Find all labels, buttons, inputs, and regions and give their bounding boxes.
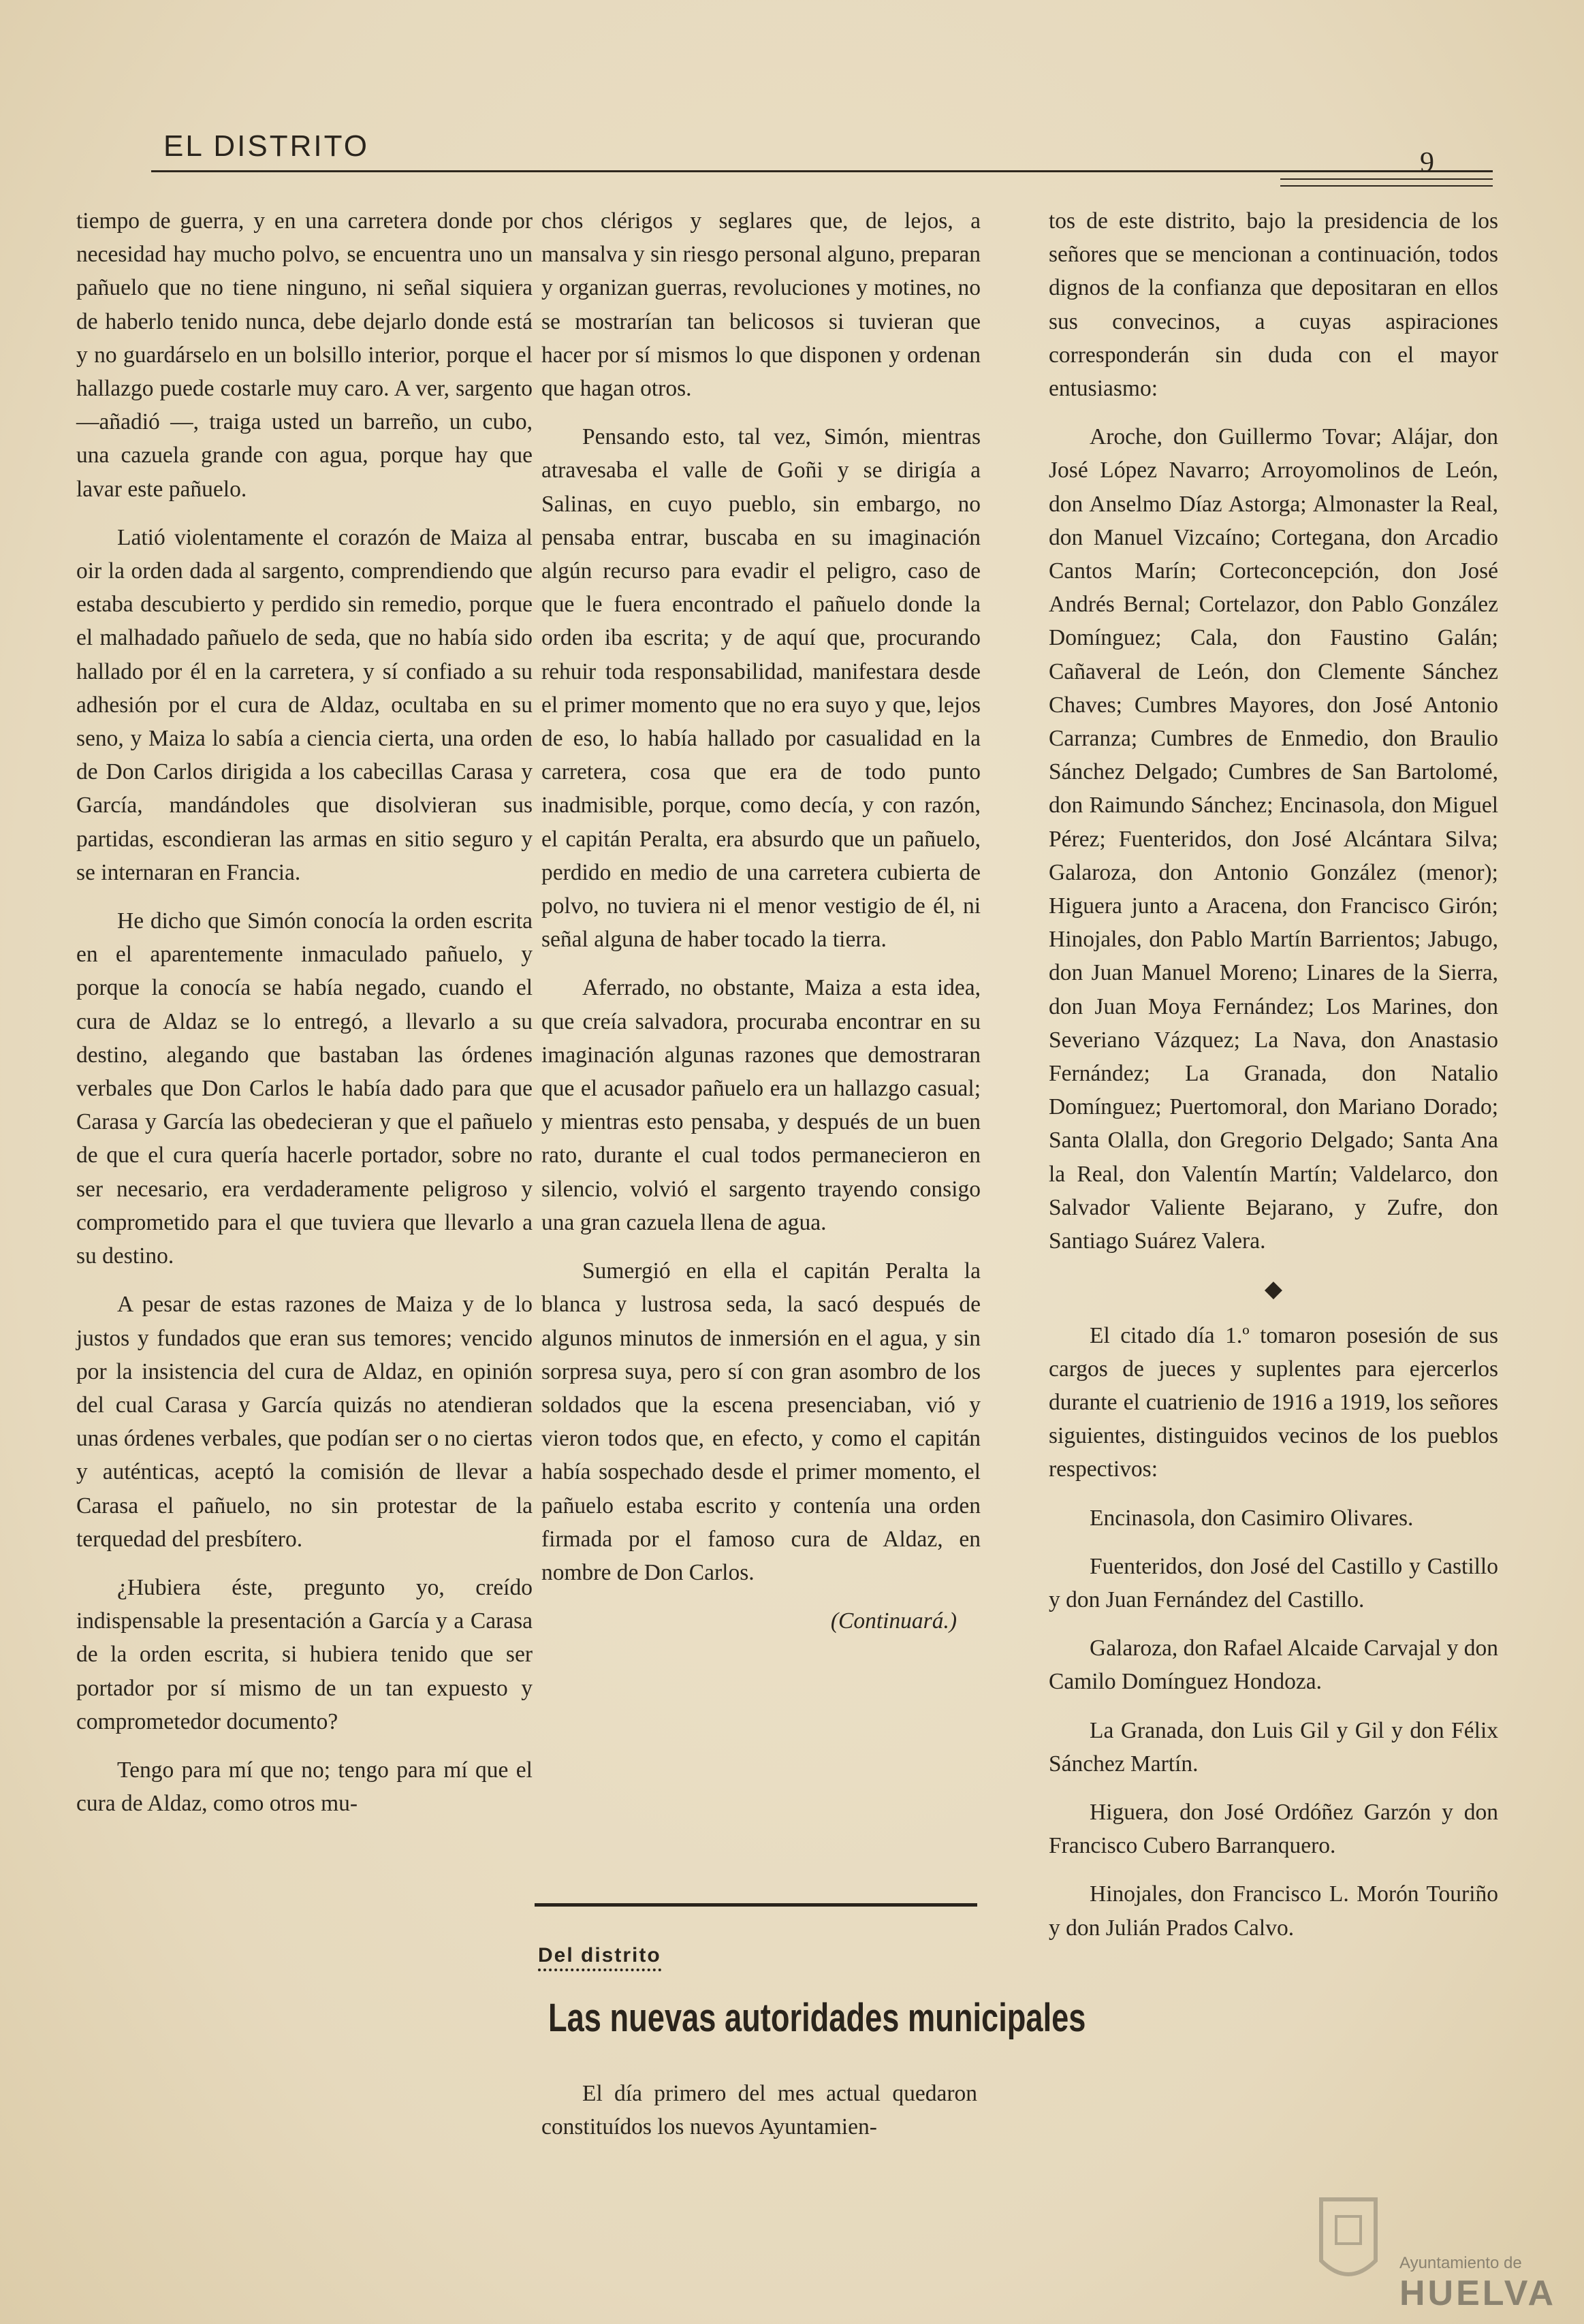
paragraph: El citado día 1.º tomaron posesión de sus cargos de jueces y suplentes para ejercerlos durante el cuatrienio de 1916 a 1919, los señores siguientes, distinguidos vecinos de los pueblos respectivos: <box>1049 1322 1498 1482</box>
section-label: Del distrito <box>538 1944 661 1971</box>
article-title: Las nuevas autoridades municipales <box>548 1996 1086 2040</box>
header-rule-double-b <box>1280 185 1493 187</box>
paragraph: Pensando esto, tal vez, Simón, mientras atravesaba el valle de Goñi y se dirigía a Salinas, en cuyo pueblo, sin embargo, no pensaba entrar, buscaba en su imaginación algún recurso para evadir el peligro, caso de que le fuera encontrado el pañuelo donde la orden iba escrita; y de aquí que, procurando rehuir toda responsabilidad, manifestara desde el primer momento que no era suyo y que, lejos de eso, lo había hallado por casualidad en la carretera, cosa que era de todo punto inadmisible, porque, como decía, y con razón, el capitán Peralta, era absurdo que un pañuelo, perdido en medio de una carretera cubierta de polvo, no tuviera ni el menor vestigio de él, ni señal alguna de haber tocado la tierra. <box>541 424 981 953</box>
paragraph: Latió violentamente el corazón de Maiza al oir la orden dada al sargento, comprendiendo que estaba descubierto y perdido sin remedio, porque el malhadado pañuelo de seda, que no había sido hallado por él en la carretera, y sí confiado a su adhesión por el cura de Aldaz, ocultaba en su seno, y Maiza lo sabía a ciencia cierta, una orden de Don Carlos dirigida a los cabecillas Carasa y García, mandándoles que disolvieran sus partidas, escondieran las armas en sitio seguro y se internaran en Francia. <box>76 524 533 885</box>
paragraph: tiempo de guerra, y en una carretera donde por necesidad hay mucho polvo, se encuentra uno un pañuelo que no tiene ninguno, ni señal siquiera de haberlo tenido nunca, debe dejarlo donde está y no guardárselo en un bolsillo interior, porque el hallazgo puede costarle muy caro. A ver, sargento —añadió —, traiga usted un barreño, un cubo, una cazuela grande con agua, porque hay que lavar este pañuelo. <box>76 208 533 502</box>
paragraph: Tengo para mí que no; tengo para mí que el cura de Aldaz, como otros mu- <box>76 1757 533 1817</box>
paragraph: Sumergió en ella el capitán Peralta la blanca y lustrosa seda, la sacó después de algunos minutos de inmersión en el agua, y sin sorpresa suya, pero sí con gran asombro de los soldados que la escena presenciaban, vió y vieron todos que, en efecto, y como el capitán había sospechado desde el primer momento, el pañuelo estaba escrito y contenía una orden firmada por el famoso cura de Aldaz, en nombre de Don Carlos. <box>541 1258 981 1585</box>
paragraph: tos de este distrito, bajo la presidencia de los señores que se mencionan a continuación, todos dignos de la confianza que depositaran en ellos sus convecinos, a cuyas aspiraciones corresponderán sin duda con el mayor entusiasmo: <box>1049 208 1498 402</box>
article-separator <box>535 1903 977 1907</box>
article-body <box>541 2077 977 2144</box>
paragraph: chos clérigos y seglares que, de lejos, a mansalva y sin riesgo personal alguno, preparan y organizan guerras, revoluciones y motines, no se mostrarían tan belicosos si tuvieran que hacer por sí mismos lo que disponen y ordenan que hagan otros. <box>541 208 981 402</box>
header-rule <box>151 170 1493 172</box>
paragraph: La Granada, don Luis Gil y Gil y don Félix Sánchez Martín. <box>1049 1717 1498 1777</box>
paragraph: El día primero del mes actual quedaron constituídos los nuevos Ayuntamien- <box>541 2081 977 2139</box>
paragraph: A pesar de estas razones de Maiza y de lo justos y fundados que eran sus temores; vencido por la insistencia del cura de Aldaz, en opinión del cual Carasa y García quizás no atendieran unas órdenes verbales, que podían ser o no ciertas y auténticas, aceptó la comisión de llevar a Carasa el pañuelo, no sin protestar de la terquedad del presbítero. <box>76 1292 533 1552</box>
column-3 <box>1049 204 1498 1960</box>
paragraph: Galaroza, don Rafael Alcaide Carvajal y don Camilo Domínguez Hondoza. <box>1049 1636 1498 1695</box>
paragraph: Encinasola, don Casimiro Olivares. <box>1090 1505 1414 1531</box>
page-number: 9 <box>1420 147 1434 178</box>
paragraph: Higuera, don José Ordóñez Garzón y don Francisco Cubero Barranquero. <box>1049 1799 1498 1859</box>
paragraph: Aferrado, no obstante, Maiza a esta idea, que creía salvadora, procuraba encontrar en su imaginación algunas razones que demostraran que el acusador pañuelo era un hallazgo casual; y mientras esto pensaba, y después de un buen rato, durante el cual todos permanecieron en silencio, volvió el sargento trayendo consigo una gran cazuela llena de agua. <box>541 975 981 1235</box>
paragraph: Aroche, don Guillermo Tovar; Alájar, don José López Navarro; Arroyomolinos de León, don Anselmo Díaz Astorga; Almonaster la Real, don Manuel Vizcaíno; Cortegana, don Arcadio Cantos Marín; Corteconcepción, don José Andrés Bernal; Cortelazor, don Pablo González Domínguez; Cala, don Faustino Galán; Cañaveral de León, don Clemente Sánchez Chaves; Cumbres Mayores, don José Antonio Carranza; Cumbres de Enmedio, don Braulio Sánchez Delgado; Cumbres de San Bartolomé, don Raimundo Sánchez; Encinasola, don Miguel Pérez; Fuenteridos, don José Alcántara Silva; Galaroza, don Antonio González (menor); Higuera junto a Aracena, don Francisco Girón; Hinojales, don Pablo Martín Barrientos; Jabugo, don Juan Manuel Moreno; Linares de la Sierra, don Juan Moya Fernández; Los Marines, don Severiano Vázquez; La Nava, don Anastasio Fernández; La Granada, don Natalio Domínguez; Puertomoral, don Mariano Dorado; Santa Olalla, don Gregorio Delgado; Santa Ana la Real, don Valentín Martín; Valdelarco, don Salvador Valiente Bejarano, y Zufre, don Santiago Suárez Valera. <box>1049 424 1498 1254</box>
diamond-separator-icon: ◆ <box>1264 1277 1283 1303</box>
column-2 <box>541 204 981 1638</box>
header-rule-double-a <box>1280 178 1493 180</box>
watermark-text <box>1399 2254 1556 2314</box>
paragraph: ¿Hubiera éste, pregunto yo, creído indispensable la presentación a García y a Carasa de la orden escrita, si hubiera tenido que ser portador por sí mismo de un tan expuesto y comprometedor documento? <box>76 1574 533 1734</box>
column-1 <box>76 204 533 1835</box>
continued-note: (Continuará.) <box>830 1608 957 1634</box>
paragraph: Hinojales, don Francisco L. Morón Touriño y don Julián Prados Calvo. <box>1049 1881 1498 1941</box>
paragraph: Fuenteridos, don José del Castillo y Castillo y don Juan Fernández del Castillo. <box>1049 1553 1498 1612</box>
page-title: EL DISTRITO <box>163 129 369 163</box>
watermark-big: HUELVA <box>1399 2274 1557 2313</box>
watermark-small: Ayuntamiento de <box>1399 2254 1522 2272</box>
paragraph: He dicho que Simón conocía la orden escrita en el aparentemente inmaculado pañuelo, y porque la conocía se había negado, cuando el cura de Aldaz se lo entregó, a llevarlo a su destino, alegando que bastaban las órdenes verbales que Don Carlos le había dado para que Carasa y García las obedecieran y que el pañuelo de que el cura quería hacerle portador, sobre no ser necesario, era verdaderamente peligroso y comprometido para el que tuviera que llevarlo a su destino. <box>76 908 533 1269</box>
